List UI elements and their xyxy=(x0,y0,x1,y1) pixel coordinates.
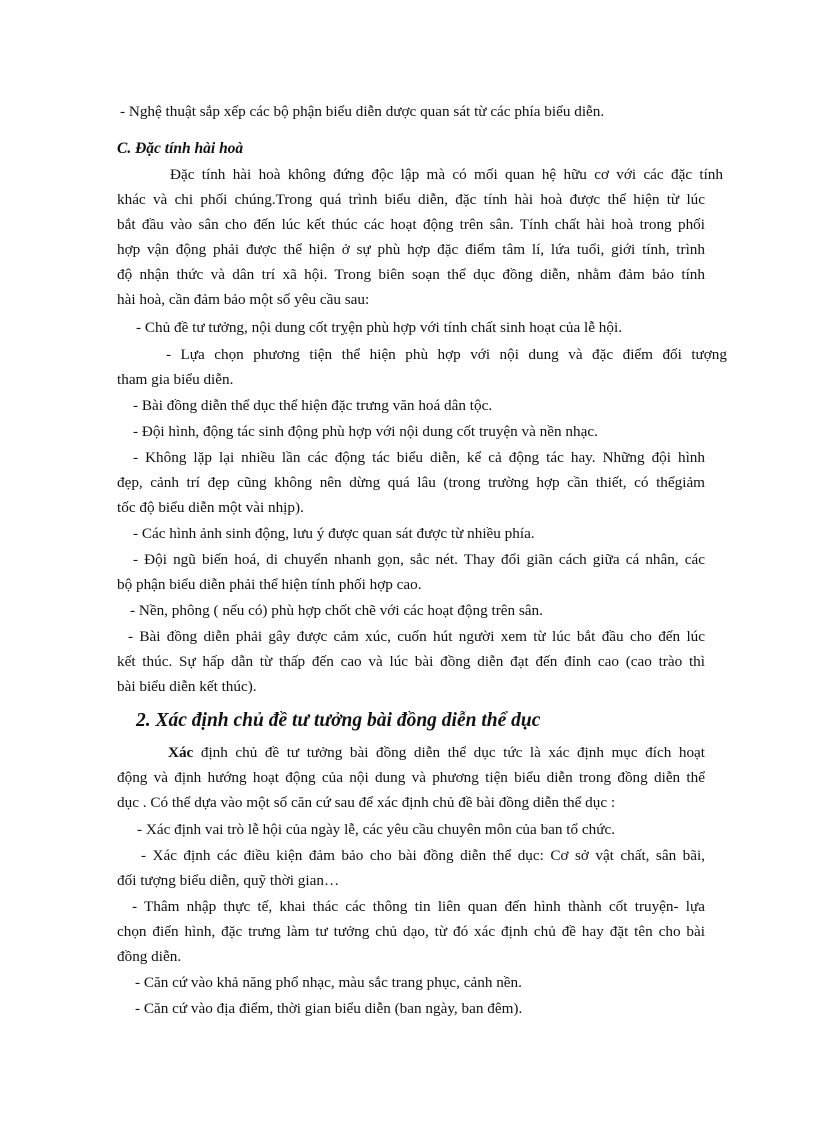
intro-line: - Nghệ thuật sắp xếp các bộ phận biểu diễn dược quan sát từ các phía biểu diễn. xyxy=(120,103,605,120)
section-2-heading: 2. Xác định chủ đề tư tưởng bài đồng diễn thể dục xyxy=(136,710,541,731)
section-c-para-line: Đặc tính hài hoà không đứng độc lập mà có mối quan hệ hữu cơ với các đặc tính xyxy=(170,166,723,183)
item-role: - Xác định vai trò lễ hội của ngày lễ, các yêu cầu chuyên môn của ban tổ chức. xyxy=(137,821,616,838)
section-2-para-line: dục . Có thể dựa vào một số căn cứ sau để xác định chủ đề bài đồng diễn thể dục : xyxy=(117,794,616,811)
section-c-para-line: hài hoà, cần đảm bảo một số yêu cầu sau: xyxy=(117,291,370,308)
section-c-heading: C. Đặc tính hài hoà xyxy=(117,140,244,157)
req-emotion-line: - Bài đồng diễn phải gây được cảm xúc, cuốn hút người xem từ lúc bắt đầu cho đến lúc xyxy=(128,628,705,645)
req-formation: - Đội hình, động tác sinh động phù hợp với nội dung cốt truyện và nền nhạc. xyxy=(133,423,598,440)
item-venue: - Căn cứ vào địa điểm, thời gian biểu diễn (ban ngày, ban đêm). xyxy=(135,1000,523,1017)
req-team-line: bộ phận biểu diễn phải thể hiện tính phối hợp cao. xyxy=(117,576,422,593)
req-team-line: - Đội ngũ biến hoá, di chuyển nhanh gọn, sắc nét. Thay đổi giãn cách giữa cá nhân, các xyxy=(133,551,705,568)
req-means-line: tham gia biểu diễn. xyxy=(117,371,234,388)
item-research-line: - Thâm nhập thực tế, khai thác các thông tin liên quan đến hình thành cốt truyện- lựa xyxy=(132,898,705,915)
first-line-rest: định chủ đề tư tưởng bài đồng diễn thể dục tức là xác định mục đích hoạt xyxy=(193,744,705,761)
req-repeat-line: - Không lặp lại nhiều lần các động tác biểu diễn, kể cả động tác hay. Những đội hình xyxy=(133,449,705,466)
item-research-line: chọn điển hình, đặc trưng làm tư tưởng chủ dạo, từ đó xác định chủ đề hay đặt tên cho bài xyxy=(117,923,705,940)
section-2-para-line xyxy=(168,740,705,765)
item-research-line: đồng diễn. xyxy=(117,948,182,965)
req-backdrop: - Nền, phông ( nếu có) phù hợp chốt chẽ với các hoạt động trên sân. xyxy=(130,602,543,619)
section-c-para-line: hợp vận động phải được thể hiện ở sự phù hợp đặc điểm tâm lí, lứa tuổi, giới tính, trình xyxy=(117,241,705,258)
first-word: Xác xyxy=(168,744,194,761)
section-c-para-line: bắt đầu vào sân cho đến lúc kết thúc các hoạt động trên sân. Tính chất hài hoà trong phối xyxy=(117,216,705,233)
req-means-line: - Lựa chọn phương tiện thể hiện phù hợp với nội dung và đặc điểm đối tượng xyxy=(166,346,727,363)
req-repeat-line: đẹp, cảnh trí đẹp cũng không nên dừng quá lâu (trong trường hợp cần thiết, có thểgiảm xyxy=(117,474,705,491)
req-emotion-line: kết thúc. Sự hấp dẫn từ thấp đến cao và lúc bài đồng diễn đạt đến đỉnh cao (cao trào thì xyxy=(117,653,705,670)
req-culture: - Bài đồng diễn thể dục thể hiện đặc trưng văn hoá dân tộc. xyxy=(133,397,493,414)
section-c-para-line: độ nhận thức và dân trí xã hội. Trong biên soạn thể dục đồng diễn, nhằm đảm bảo tính xyxy=(117,266,705,283)
item-conditions-line: - Xác định các điều kiện đảm bảo cho bài đồng diễn thể dục: Cơ sở vật chất, sân bãi, xyxy=(141,847,705,864)
req-theme: - Chủ đề tư tưởng, nội dung cốt trỵện phù hợp với tính chất sinh hoạt của lễ hội. xyxy=(136,319,622,336)
req-emotion-line: bài biểu diễn kết thúc). xyxy=(117,678,257,695)
req-repeat-line: tốc độ biểu diễn một vài nhịp). xyxy=(117,499,304,516)
req-images: - Các hình ảnh sinh động, lưu ý được quan sát được từ nhiều phía. xyxy=(133,525,535,542)
section-c-para-line: khác và chi phối chúng.Trong quá trình biểu diễn, đặc tính hài hoà được thể hiện từ lúc xyxy=(117,191,705,208)
section-2-para-line: động và định hướng hoạt động của nội dung và phương tiện biểu diễn trong đồng diễn thể xyxy=(117,769,705,786)
item-music: - Căn cứ vào khả năng phổ nhạc, màu sắc trang phục, cảnh nền. xyxy=(135,974,522,991)
item-conditions-line: đối tượng biểu diễn, quỹ thời gian… xyxy=(117,872,340,889)
